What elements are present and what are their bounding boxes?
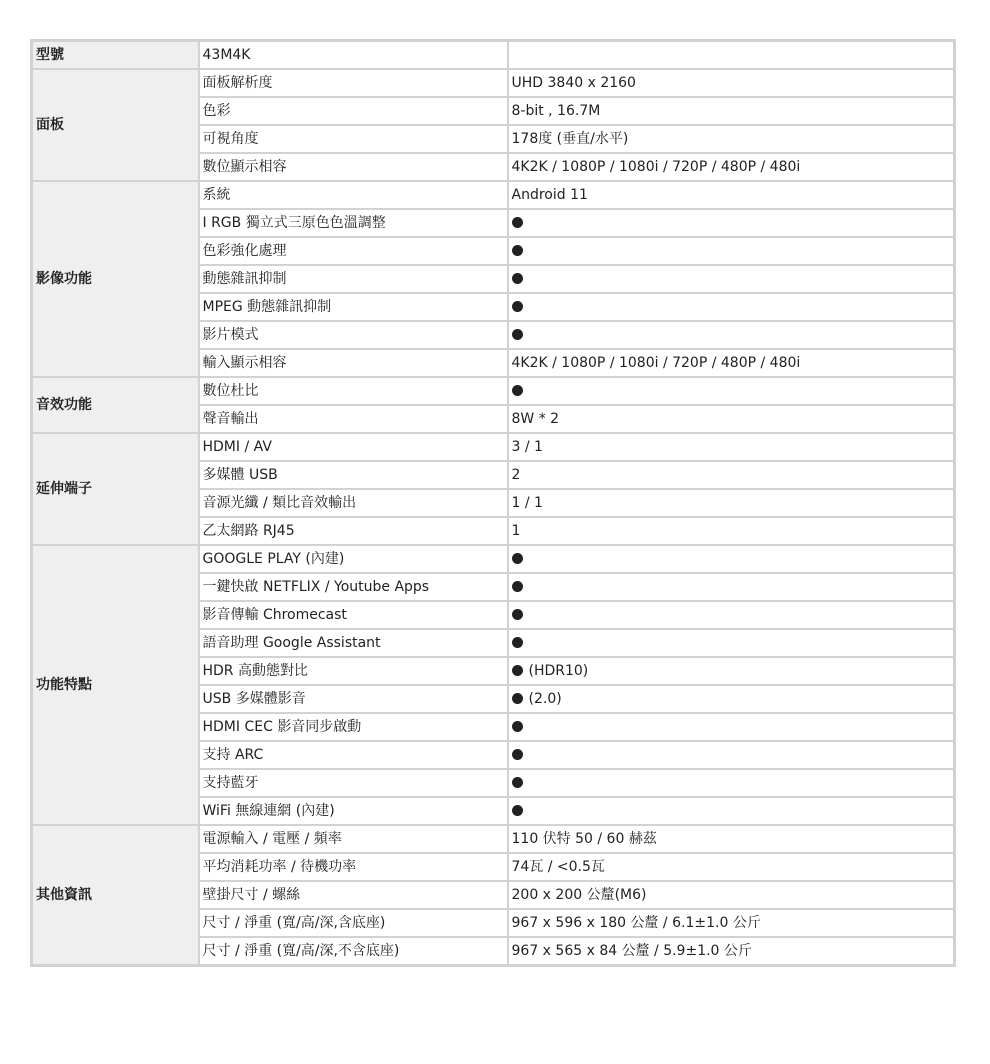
- supported-dot-icon: [512, 581, 523, 592]
- spec-label: MPEG 動態雜訊抑制: [199, 293, 508, 321]
- spec-value-cell: [508, 125, 955, 153]
- spec-value-cell: [508, 629, 955, 657]
- spec-value-cell: [508, 97, 955, 125]
- spec-table-body: [32, 41, 955, 966]
- spec-value-cell: [508, 825, 955, 853]
- spec-label: 影片模式: [199, 321, 508, 349]
- spec-label: WiFi 無線連網 (內建): [199, 797, 508, 825]
- spec-row: [32, 825, 955, 853]
- spec-value-cell: [508, 685, 955, 713]
- spec-value-cell: [508, 601, 955, 629]
- model-label: 型號: [32, 41, 199, 70]
- spec-label: HDMI CEC 影音同步啟動: [199, 713, 508, 741]
- spec-row: [32, 433, 955, 461]
- spec-label: I RGB 獨立式三原色色溫調整: [199, 209, 508, 237]
- spec-value-cell: [508, 769, 955, 797]
- spec-row: [32, 69, 955, 97]
- spec-label: GOOGLE PLAY (內建): [199, 545, 508, 573]
- spec-value-cell: [508, 545, 955, 573]
- spec-label: 多媒體 USB: [199, 461, 508, 489]
- spec-value: 2: [511, 467, 521, 483]
- spec-label: 音源光纖 / 類比音效輸出: [199, 489, 508, 517]
- spec-value-cell: [508, 293, 955, 321]
- supported-dot-icon: [512, 665, 523, 676]
- section-category: 面板: [32, 69, 199, 181]
- spec-value-cell: [508, 573, 955, 601]
- spec-value-cell: [508, 349, 955, 377]
- spec-value-cell: [508, 517, 955, 545]
- supported-dot-icon: [512, 385, 523, 396]
- spec-label: 一鍵快啟 NETFLIX / Youtube Apps: [199, 573, 508, 601]
- spec-value: Android 11: [511, 187, 588, 203]
- spec-value-cell: [508, 881, 955, 909]
- spec-label: 聲音輸出: [199, 405, 508, 433]
- model-row: [32, 41, 955, 70]
- spec-value-cell: [508, 461, 955, 489]
- spec-value-cell: [508, 741, 955, 769]
- spec-value: 967 x 565 x 84 公釐 / 5.9±1.0 公斤: [511, 943, 752, 959]
- spec-label: 尺寸 / 淨重 (寬/高/深,不含底座): [199, 937, 508, 966]
- spec-label: 支持 ARC: [199, 741, 508, 769]
- spec-value-cell: [508, 713, 955, 741]
- spec-value: 1 / 1: [511, 495, 543, 511]
- section-category: 延伸端子: [32, 433, 199, 545]
- spec-value-cell: [508, 209, 955, 237]
- supported-dot-icon: [512, 805, 523, 816]
- spec-value-cell: [508, 321, 955, 349]
- model-empty-cell: [508, 41, 955, 70]
- supported-dot-icon: [512, 245, 523, 256]
- section-category: 功能特點: [32, 545, 199, 825]
- spec-value-cell: [508, 433, 955, 461]
- spec-label: 色彩強化處理: [199, 237, 508, 265]
- spec-value: 1: [511, 523, 521, 539]
- supported-dot-icon: [512, 217, 523, 228]
- spec-label: 系統: [199, 181, 508, 209]
- spec-value: 178度 (垂直/水平): [511, 131, 629, 147]
- spec-label: 電源輸入 / 電壓 / 頻率: [199, 825, 508, 853]
- supported-dot-icon: [512, 301, 523, 312]
- spec-label: 乙太網路 RJ45: [199, 517, 508, 545]
- spec-value-cell: [508, 405, 955, 433]
- spec-row: [32, 545, 955, 573]
- supported-dot-icon: [512, 777, 523, 788]
- spec-label: 數位顯示相容: [199, 153, 508, 181]
- spec-label: HDR 高動態對比: [199, 657, 508, 685]
- spec-value: 8-bit , 16.7M: [511, 103, 601, 119]
- spec-value: 8W * 2: [511, 411, 560, 427]
- supported-dot-icon: [512, 273, 523, 284]
- spec-label: 語音助理 Google Assistant: [199, 629, 508, 657]
- spec-value: 4K2K / 1080P / 1080i / 720P / 480P / 480i: [511, 355, 801, 371]
- spec-value: UHD 3840 x 2160: [511, 75, 636, 91]
- supported-dot-icon: [512, 329, 523, 340]
- spec-label: 支持藍牙: [199, 769, 508, 797]
- spec-value-cell: [508, 237, 955, 265]
- spec-value-cell: [508, 797, 955, 825]
- spec-value-cell: [508, 657, 955, 685]
- spec-value: 110 伏特 50 / 60 赫茲: [511, 831, 657, 847]
- spec-value-cell: [508, 489, 955, 517]
- spec-label: 數位杜比: [199, 377, 508, 405]
- spec-label: 色彩: [199, 97, 508, 125]
- supported-dot-icon: [512, 749, 523, 760]
- spec-value-cell: [508, 909, 955, 937]
- model-value: 43M4K: [199, 41, 508, 70]
- spec-row: [32, 181, 955, 209]
- section-category: 音效功能: [32, 377, 199, 433]
- spec-table: [30, 39, 956, 967]
- spec-value-cell: [508, 853, 955, 881]
- spec-row: [32, 377, 955, 405]
- spec-value-cell: [508, 153, 955, 181]
- supported-dot-icon: [512, 637, 523, 648]
- supported-dot-icon: [512, 721, 523, 732]
- spec-value-cell: [508, 265, 955, 293]
- spec-value: (HDR10): [528, 663, 589, 679]
- spec-value: (2.0): [528, 691, 562, 707]
- section-category: 影像功能: [32, 181, 199, 377]
- spec-value-cell: [508, 181, 955, 209]
- section-category: 其他資訊: [32, 825, 199, 966]
- spec-value: 967 x 596 x 180 公釐 / 6.1±1.0 公斤: [511, 915, 761, 931]
- spec-label: 面板解析度: [199, 69, 508, 97]
- spec-value-cell: [508, 69, 955, 97]
- spec-value: 3 / 1: [511, 439, 543, 455]
- spec-label: 動態雜訊抑制: [199, 265, 508, 293]
- spec-label: HDMI / AV: [199, 433, 508, 461]
- spec-value-cell: [508, 377, 955, 405]
- spec-label: 平均消耗功率 / 待機功率: [199, 853, 508, 881]
- spec-value: 4K2K / 1080P / 1080i / 720P / 480P / 480i: [511, 159, 801, 175]
- spec-value: 74瓦 / <0.5瓦: [511, 859, 605, 875]
- spec-label: 壁掛尺寸 / 螺絲: [199, 881, 508, 909]
- spec-value-cell: [508, 937, 955, 966]
- spec-label: 輸入顯示相容: [199, 349, 508, 377]
- spec-label: 影音傳輸 Chromecast: [199, 601, 508, 629]
- supported-dot-icon: [512, 553, 523, 564]
- spec-label: 尺寸 / 淨重 (寬/高/深,含底座): [199, 909, 508, 937]
- spec-label: 可視角度: [199, 125, 508, 153]
- supported-dot-icon: [512, 609, 523, 620]
- spec-value: 200 x 200 公釐(M6): [511, 887, 647, 903]
- spec-label: USB 多媒體影音: [199, 685, 508, 713]
- supported-dot-icon: [512, 693, 523, 704]
